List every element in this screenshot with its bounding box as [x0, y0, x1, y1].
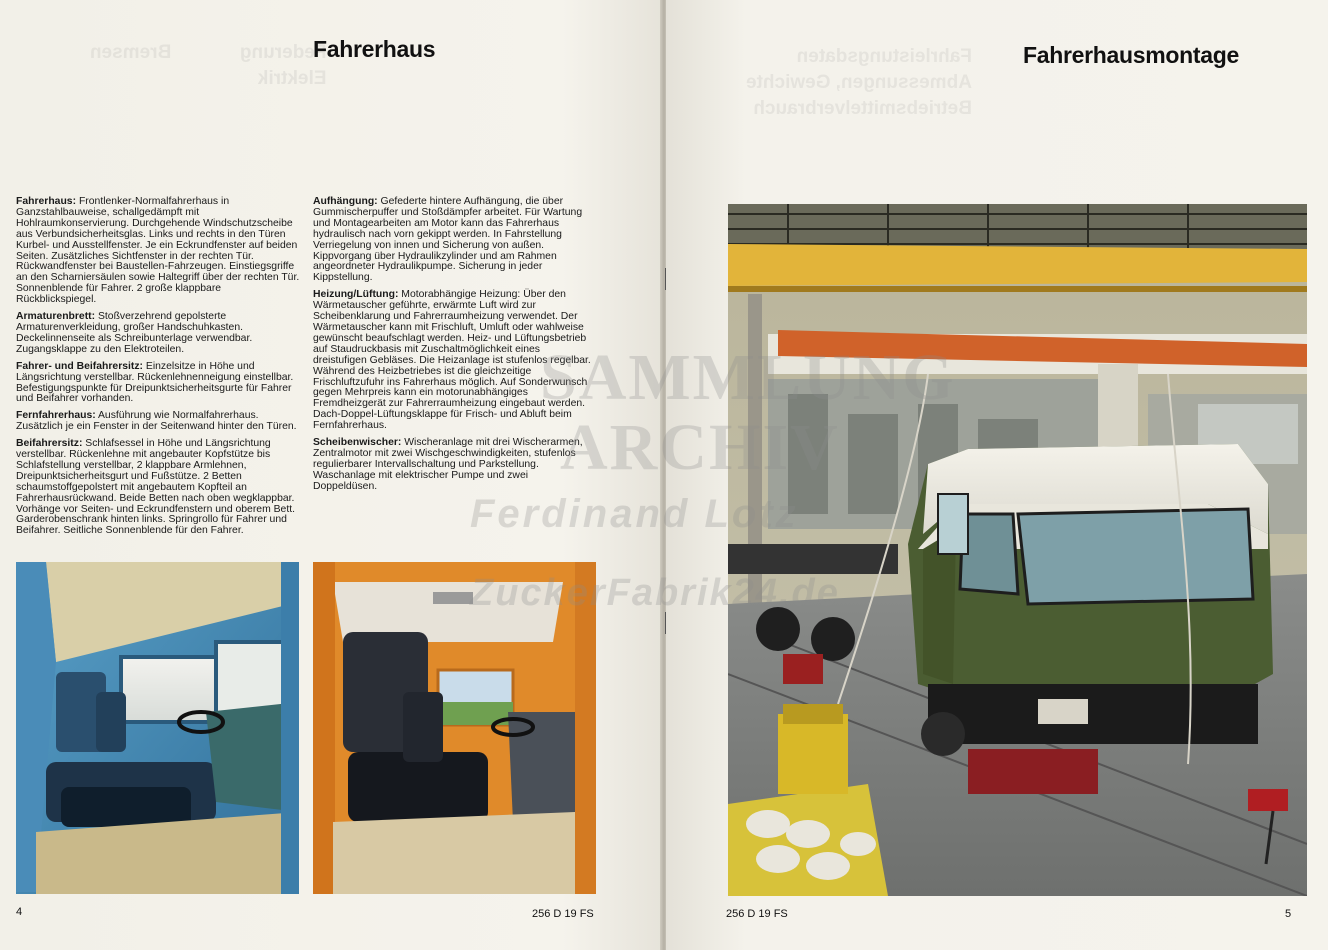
bleed-through-text: Federung Bremsen Elektrik — [90, 42, 327, 89]
right-page — [666, 0, 1328, 950]
spec-paragraph — [16, 197, 302, 306]
spec-paragraph — [313, 438, 595, 493]
spec-paragraph — [313, 290, 595, 432]
spec-term: Fahrerhaus: — [16, 196, 77, 207]
spec-term: Armaturenbrett: — [16, 311, 96, 323]
spec-text: Ausführung wie Normalfahrerhaus. Zusätzlich je ein Fenster in der Seitenwand hinter den Türen. — [16, 410, 297, 433]
spec-text: Einzelsitze in Höhe und Längsrichtung verstellbar. Rückenlehnenneigung einstellbar. Befestigungspunkte für Dreipunktsicherheitsgurte für Fahrer und Beifahrer vorhanden. — [16, 360, 294, 405]
spec-text: Frontlenker-Normalfahrerhaus in Ganzstahlbauweise, schallgedämpft mit Hohlraumkonservierung. Durchgehende Windschutzscheibe aus Verbundsicherheitsglas. Links und rechts in den Türen Kurbel- und Ausstellfenster. Je ein Eckrundfenster auf beiden Seiten. Zusätzliches Sichtfenster in der rechten Tür. Rückwandfenster bei Baustellen-Fahrzeugen. Einstiegsgriffe an den Scharniersäulen sowie Haltegriff über der rechten Tür. Sonnenblende für Fahrer. 2 große klappbare Rückblickspiegel. — [16, 196, 300, 306]
spec-paragraph — [16, 439, 302, 537]
spec-paragraph — [16, 362, 302, 406]
bleed-through-text: Fahrleistungsdaten Abmessungen, Gewichte Betriebsmittelverbrauch — [746, 46, 972, 119]
watermark-line-1: SAMMLUNG — [540, 341, 956, 414]
spec-text: Gefederte hintere Aufhängung, die über Gummischerpuffer und Stoßdämpfer arbeitet. Für Wartung und Montagearbeiten am Motor kann das Fahrerhaus hydraulisch nach vorn gekippt werden. In Fahrstellung Verriegelung von innen und Sicherung von außen. Kippvorgang über Hydraulikzylinder und am Rahmen angeordneter Hydraulikpumpe. Sicherung in jeder Kippstellung. — [313, 196, 583, 284]
spec-paragraph — [16, 312, 302, 356]
model-code: 256 D 19 FS — [726, 908, 788, 920]
spec-term: Beifahrersitz: — [16, 438, 83, 450]
spec-paragraph — [16, 411, 302, 433]
spec-term: Fernfahrerhaus: — [16, 410, 96, 422]
model-code: 256 D 19 FS — [532, 908, 594, 920]
page-title: Fahrerhausmontage — [1023, 42, 1240, 68]
spec-column-2 — [313, 197, 595, 499]
spec-text: Motorabhängige Heizung: Über den Wärmetauscher geführte, erwärmte Luft wird zur Scheibenklarung und Fahrerraumheizung verwendet. Der Wärmetauscher kann mit Frischluft, Umluft oder wahlweise gewünscht beaufschlagt werden. Heiz- und Lüftungsbetrieb auf Staudruckbasis mit Zuschaltmöglichkeit eines dreistufigen Gebläses. Die Heizanlage ist stufenlos regelbar. Während des Heizbetriebes ist die gleichzeitige Frischluftzufuhr ins Fahrerhaus möglich. Auf Sonderwunsch gegen Mehrpreis kann ein motorunabhängiges Fremdheizgerät zur Fahrerraumheizung eingebaut werden. Dach-Doppel-Lüftungsklappe für Frisch- und Abluft beim Fernfahrerhaus. — [313, 289, 591, 432]
spec-term: Heizung/Lüftung: — [313, 289, 399, 301]
factory-assembly-photo — [728, 204, 1307, 896]
orange-cab-interior-photo — [313, 562, 596, 894]
left-page — [0, 0, 662, 950]
blue-cab-interior-photo — [16, 562, 299, 894]
spec-term: Scheibenwischer: — [313, 437, 402, 449]
spec-term: Fahrer- und Beifahrersitz: — [16, 360, 144, 372]
page-number: 4 — [16, 906, 23, 918]
watermark-line-2: ARCHIV — [560, 411, 840, 484]
watermark-line-3: Ferdinand Lotz — [470, 492, 799, 536]
spec-text: Schlafsessel in Höhe und Längsrichtung verstellbar. Rückenlehne mit angebauter Kopfstütze bis Schlafstellung verstellbar, 2 klappbare Armlehnen, Dreipunktsicherheitsgurt und Fußstütze. 2 Betten schaumstoffgepolstert mit angebautem Kopfteil an Fahrerhausrückwand. Beide Betten nach oben wegklappbar. Vorhänge vor Seiten- und Eckrundfenstern und oberem Bett. Garderobenschrank hinten links. Springrollo für Fahrer und Beifahrer. Seitliche Sonnenblende für den Fahrer. — [16, 438, 295, 537]
page-number: 5 — [1285, 908, 1292, 920]
spec-text: Wischeranlage mit drei Wischerarmen, Zentralmotor mit zwei Wischgeschwindigkeiten, stufenlos regulierbarer Intervallschaltung und Parkstellung. Waschanlage mit elektrischer Pumpe und zwei Doppeldüsen. — [313, 437, 583, 492]
spec-paragraph — [313, 197, 595, 284]
spec-column-1 — [16, 197, 302, 543]
watermark-line-4: ZuckerFabrik24.de — [470, 572, 840, 614]
page-title: Fahrerhaus — [313, 36, 436, 62]
spec-text: Stoßverzehrend gepolsterte Armaturenverkleidung, großer Handschuhkasten. Deckelinnenseite als Schreibunterlage verwendbar. Zugangsklappe zu den Elektroteilen. — [16, 311, 253, 355]
spec-term: Aufhängung: — [313, 196, 378, 207]
